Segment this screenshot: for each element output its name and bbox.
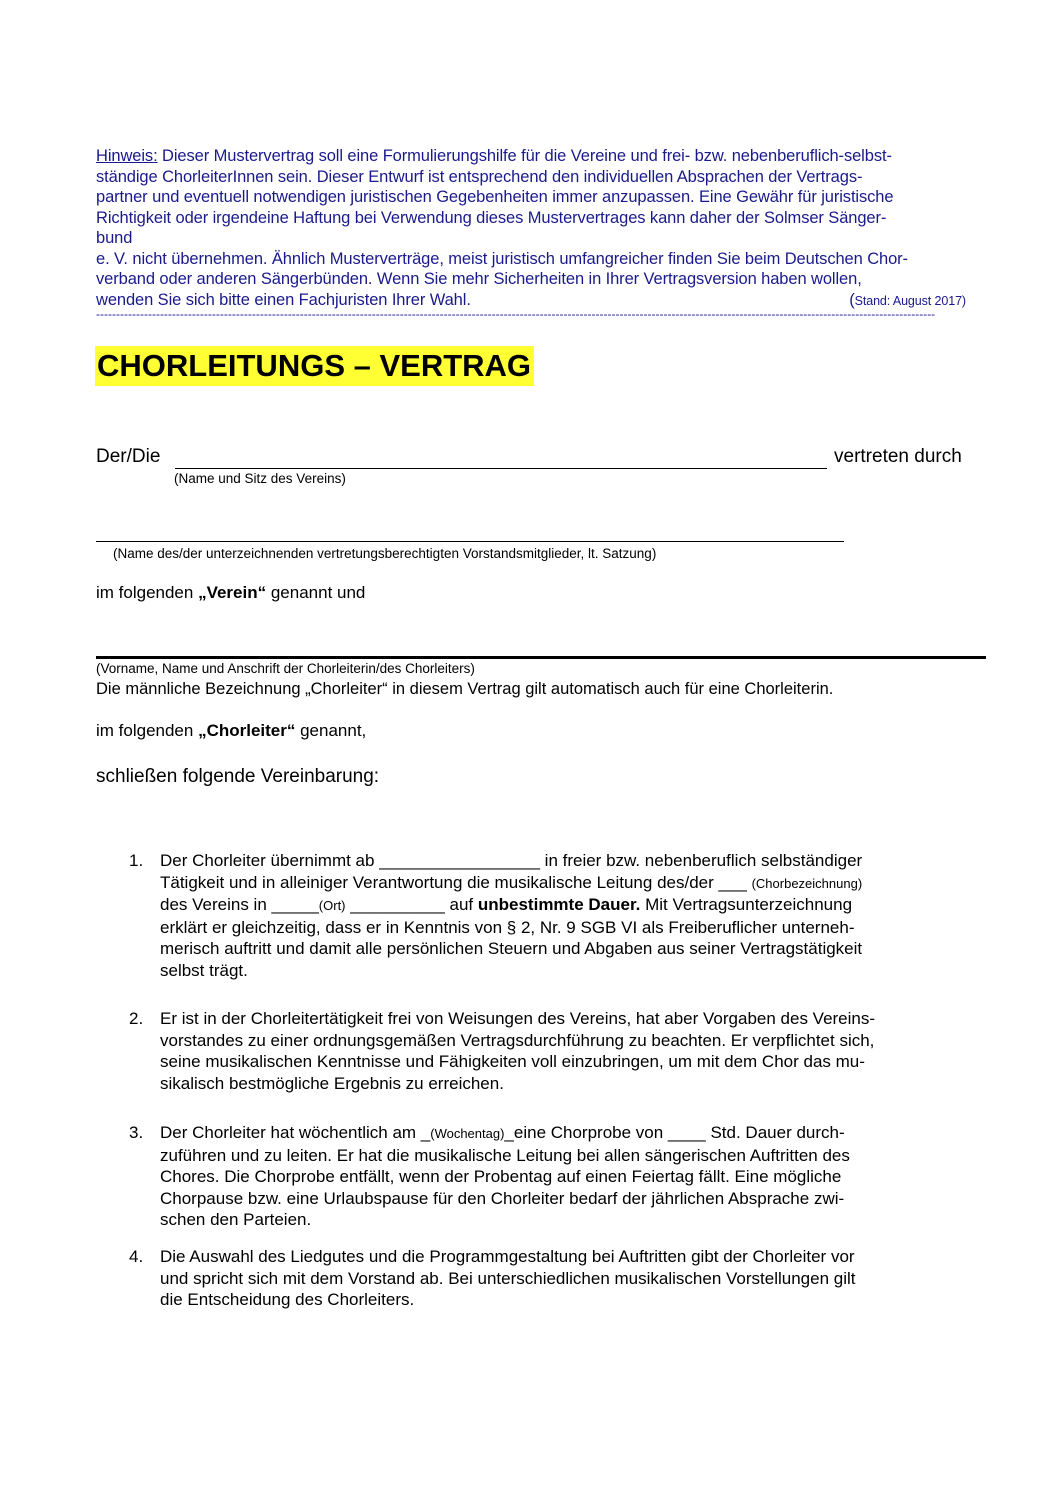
verein-caption: (Name und Sitz des Vereins) xyxy=(174,471,346,486)
hint-line-3: partner und eventuell notwendigen juristischen Gegebenheiten immer anzupassen. Eine Gewähr für juristische xyxy=(96,188,894,206)
clause-text: Die Auswahl des Liedgutes und die Programmgestaltung bei Auftritten gibt der Chorleiter vor und spricht sich mit dem Vorstand ab. Bei unterschiedlichen musikalischen Vorstellungen gilt die Entscheidung des Chorleiters. xyxy=(160,1247,856,1309)
chorleiter-designation: im folgenden „Chorleiter“ genannt, xyxy=(96,721,367,740)
hint-line-7: verband oder anderen Sängerbünden. Wenn Sie mehr Sicherheiten in Ihrer Vertragsversion haben wollen, xyxy=(96,270,862,288)
chorleiter-caption: (Vorname, Name und Anschrift der Chorleiterin/des Chorleiters) xyxy=(96,661,475,676)
party-suffix: vertreten durch xyxy=(834,446,962,467)
hint-line-6: e. V. nicht übernehmen. Ähnlich Musterverträge, meist juristisch umfangreicher finden Sie beim Deutschen Chor- xyxy=(96,249,908,268)
hint-label: Hinweis: xyxy=(96,147,158,165)
hint-line-8: wenden Sie sich bitte einen Fachjuristen Ihrer Wahl. (Stand: August 2017) xyxy=(96,290,986,311)
clause-number: 4. xyxy=(129,1247,144,1266)
hint-line-1: Hinweis: Dieser Mustervertrag soll eine Formulierungshilfe für die Vereine und frei- bzw. nebenberuflich-selbst- xyxy=(96,147,892,165)
clause-number: 1. xyxy=(129,851,144,870)
stand-date: (Stand: August 2017) xyxy=(849,290,966,309)
clause-text: Der Chorleiter übernimmt ab _________________ in freier bzw. nebenberuflich selbständiger Tätigkeit und in alleiniger Verantwortung die musikalische Leitung des/der ___ (Chorbezeichnung) des Vereins in _____(Ort) __________ auf unbestimmte Dauer. Mit Vertragsunterzeichnung erklärt er gleichzeitig, dass er in Kenntnis von § 2, Nr. 9 SGB VI als Freiberuflicher unterneh- merisch auftritt und damit alle persönlichen Steuern und Abgaben aus seiner Vertragstätigkeit selbst trägt. xyxy=(160,851,863,980)
vorstand-blank[interactable] xyxy=(96,541,844,542)
separator-line: ------------------------------------------------------------------------------------------------------------------------------------------------------------------------------------------------------------------ xyxy=(96,307,936,321)
verein-name-blank[interactable] xyxy=(175,468,827,469)
verein-designation: im folgenden „Verein“ genannt und xyxy=(96,583,366,602)
clause-text: Er ist in der Chorleitertätigkeit frei von Weisungen des Vereins, hat aber Vorgaben des Vereins- vorstandes zu einer ordnungsgemäßen Vertragsdurchführung zu beachten. Er verpflichtet sich, seine musikalischen Kenntnisse und Fähigkeiten voll einzubringen, um mit dem Chor das mu- sikalisch bestmögliche Ergebnis zu erreichen. xyxy=(160,1009,876,1093)
hint-line-2: ständige ChorleiterInnen sein. Dieser Entwurf ist entsprechend den individuellen Absprachen der Vertrags- xyxy=(96,167,863,186)
clause-text: Der Chorleiter hat wöchentlich am _(Wochentag)_eine Chorprobe von ____ Std. Dauer durch- zuführen und zu leiten. Er hat die musikalische Leitung bei allen sängerischen Auftritten des Chores. Die Chorprobe entfällt, wenn der Probentag auf einen Feiertag fällt. Eine mögliche Chorpause bzw. eine Urlaubspause für den Chorleiter bedarf der jährlichen Absprache zwi- schen den Parteien. xyxy=(160,1123,850,1229)
party-verein-line xyxy=(96,446,986,472)
hint-line-5: bund xyxy=(96,229,133,247)
clause-number: 2. xyxy=(129,1009,144,1028)
hint-line-4: Richtigkeit oder irgendeine Haftung bei Verwendung dieses Mustervertrages kann daher der Solmser Sänger- xyxy=(96,208,887,227)
chorleiter-blank[interactable] xyxy=(96,656,986,659)
hint-notice xyxy=(96,146,986,310)
gender-note: Die männliche Bezeichnung „Chorleiter“ in diesem Vertrag gilt automatisch auch für eine Chorleiterin. xyxy=(96,680,834,698)
vorstand-caption: (Name des/der unterzeichnenden vertretungsberechtigten Vorstandsmitglieder, lt. Satzung) xyxy=(113,546,657,561)
clause-number: 3. xyxy=(129,1123,144,1142)
document-title: CHORLEITUNGS – VERTRAG xyxy=(95,346,534,386)
agreement-intro: schließen folgende Vereinbarung: xyxy=(96,766,380,787)
party-prefix: Der/Die xyxy=(96,446,161,467)
